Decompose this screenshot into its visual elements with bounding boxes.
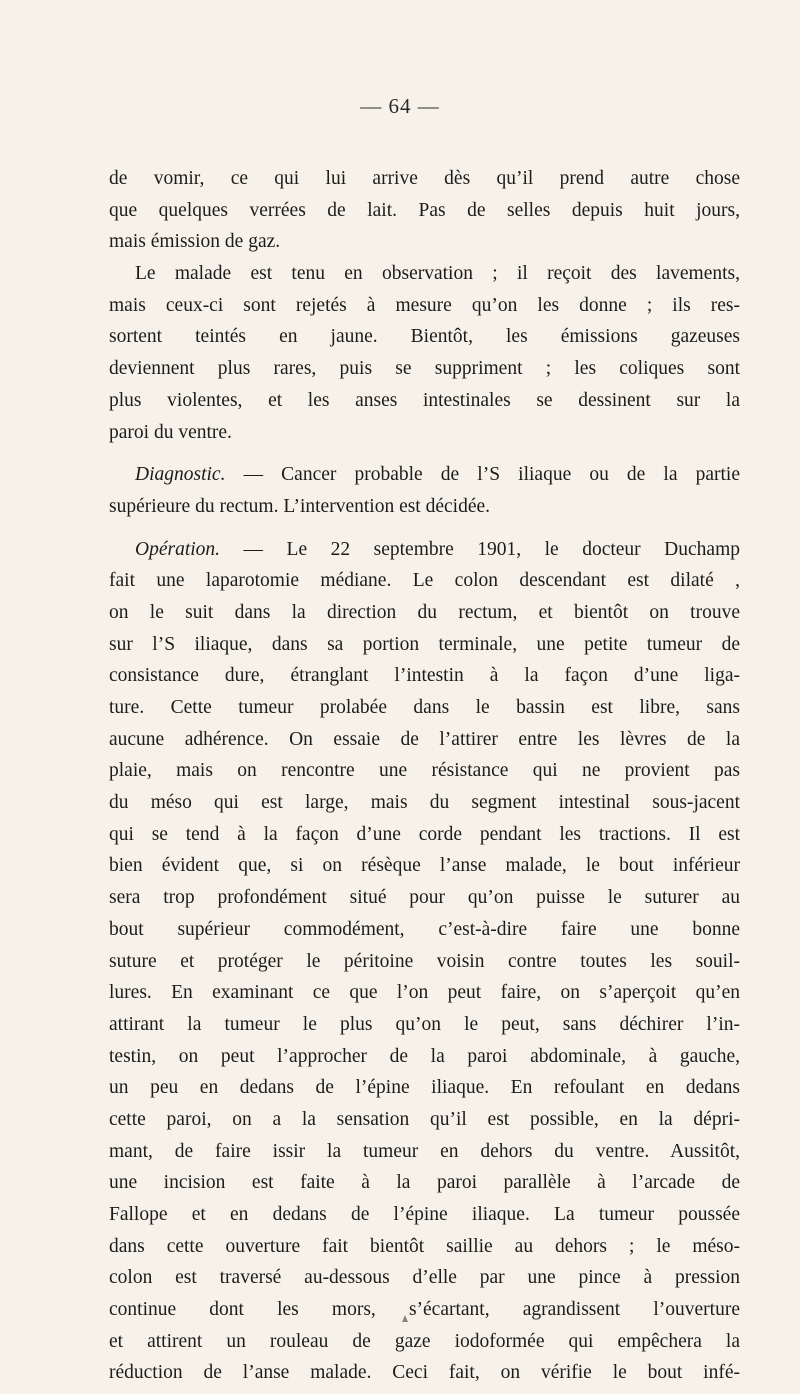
paragraph-line: Fallope et en dedans de l’épine iliaque. La tumeur poussée	[109, 1204, 740, 1225]
paragraph-line: un peu en dedans de l’épine iliaque. En refoulant en dedans	[109, 1077, 740, 1099]
paragraph-line: testin, on peut l’approcher de la paroi abdominale, à gauche,	[109, 1045, 740, 1067]
paragraph-line: supérieure du rectum. L’intervention est décidée.	[109, 495, 491, 517]
paragraph-line: fait une laparotomie médiane. Le colon descendant est dilaté ,	[109, 570, 740, 592]
diagnostic-text: — Cancer probable de l’S iliaque ou de la partie	[225, 464, 740, 486]
paragraph-line: mais émission de gaz.	[109, 231, 281, 253]
paragraph-line: du méso qui est large, mais du segment intestinal sous-jacent	[109, 792, 740, 814]
paragraph-line: dans cette ouverture fait bientôt saillie au dehors ; le méso-	[109, 1235, 740, 1257]
paragraph-gap	[109, 523, 740, 534]
paragraph-line: de vomir, ce qui lui arrive dès qu’il prend autre chose	[109, 168, 740, 189]
paragraph-line: Le malade est tenu en observation ; il reçoit des lavements,	[135, 263, 740, 285]
paragraph-line: bout supérieur commodément, c’est-à-dire faire une bonne	[109, 918, 740, 940]
body-text	[109, 163, 740, 1389]
paragraph-line: consistance dure, étranglant l’intestin à la façon d’une liga-	[109, 665, 740, 687]
page-number: — 64 —	[360, 94, 440, 118]
paragraph-line: sera trop profondément situé pour qu’on puisse le suturer au	[109, 887, 740, 909]
paragraph-line: aucune adhérence. On essaie de l’attirer entre les lèvres de la	[109, 728, 740, 750]
paragraph-line: sortent teintés en jaune. Bientôt, les émissions gazeuses	[109, 326, 740, 348]
paragraph-line: plaie, mais on rencontre une résistance qui ne provient pas	[109, 760, 740, 782]
paragraph-line: bien évident que, si on résèque l’anse malade, le bout inférieur	[109, 855, 740, 877]
paragraph-line: une incision est faite à la paroi parallèle à l’arcade de	[109, 1172, 740, 1194]
paragraph-line: sur l’S iliaque, dans sa portion terminale, une petite tumeur de	[109, 633, 740, 655]
paragraph-line: qui se tend à la façon d’une corde pendant les tractions. Il est	[109, 823, 740, 845]
paragraph-line: que quelques verrées de lait. Pas de selles depuis huit jours,	[109, 199, 740, 221]
printer-mark-icon	[402, 1315, 408, 1322]
paragraph-line: colon est traversé au-dessous d’elle par une pince à pression	[109, 1267, 740, 1289]
paragraph-line: cette paroi, on a la sensation qu’il est possible, en la dépri-	[109, 1108, 740, 1130]
paragraph-line: paroi du ventre.	[109, 421, 232, 443]
paragraph-line: ture. Cette tumeur prolabée dans le bassin est libre, sans	[109, 697, 740, 718]
paragraph-line: continue dont les mors, s’écartant, agrandissent l’ouverture	[109, 1299, 740, 1321]
operation-heading: Opération.	[135, 538, 221, 560]
paragraph-line: mant, de faire issir la tumeur en dehors du ventre. Aussitôt,	[109, 1140, 740, 1162]
paragraph-line: réduction de l’anse malade. Ceci fait, on vérifie le bout infé-	[109, 1362, 740, 1384]
diagnostic-line	[109, 459, 740, 491]
paragraph-line: et attirent un rouleau de gaze iodoformée qui empêchera la	[109, 1330, 740, 1352]
paragraph-line: mais ceux-ci sont rejetés à mesure qu’on les donne ; ils res-	[109, 294, 740, 316]
paragraph-line: deviennent plus rares, puis se suppriment ; les coliques sont	[109, 358, 740, 380]
paragraph-line: lures. En examinant ce que l’on peut faire, on s’aperçoit qu’en	[109, 982, 740, 1004]
diagnostic-heading: Diagnostic.	[135, 464, 226, 486]
operation-text: — Le 22 septembre 1901, le docteur Duchamp	[220, 538, 740, 560]
paragraph-line: attirant la tumeur le plus qu’on le peut, sans déchirer l’in-	[109, 1013, 740, 1035]
operation-line	[109, 534, 740, 566]
paragraph-gap	[109, 448, 740, 459]
paragraph-line: plus violentes, et les anses intestinales se dessinent sur la	[109, 389, 740, 411]
paragraph-line: on le suit dans la direction du rectum, et bientôt on trouve	[109, 601, 740, 623]
paragraph-line: suture et protéger le péritoine voisin contre toutes les souil-	[109, 950, 740, 972]
